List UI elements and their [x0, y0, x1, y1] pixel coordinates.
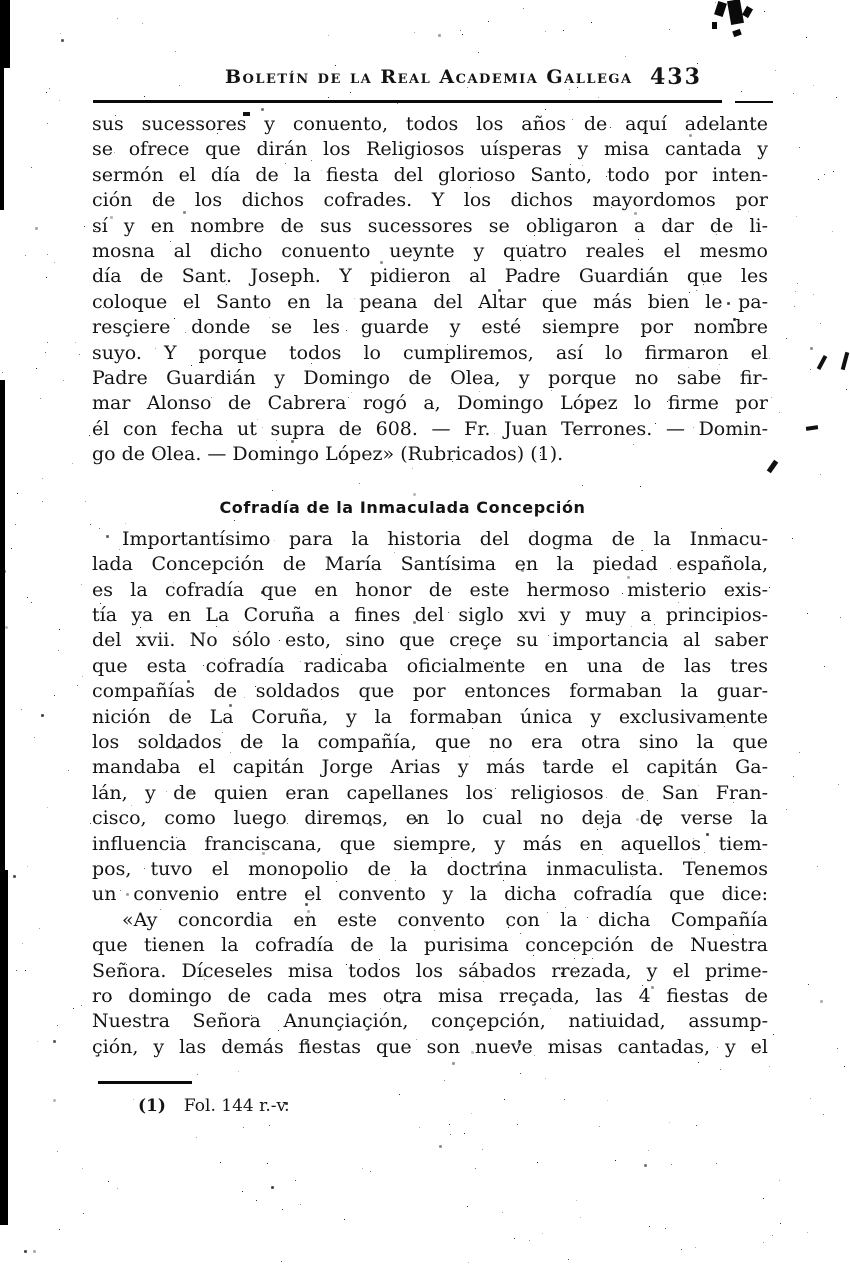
footnote-rule — [98, 1081, 192, 1084]
text-line: ro domingo de cada mes otra misa rreçada, las 4 fiestas de — [92, 985, 768, 1007]
margin-smudge — [841, 352, 850, 370]
header-rule — [93, 100, 722, 103]
text-line: nición de La Coruña, y la formaban única y exclusivamente — [92, 705, 768, 728]
ink-blot — [742, 6, 753, 18]
ink-blot — [712, 22, 717, 29]
left-edge-artifact — [0, 870, 8, 1225]
text-line: cisco, como luego diremos, en lo cual no deja de verse la — [92, 807, 768, 830]
text-line: se ofrece que dirán los Religiosos uísperas y misa cantada y — [92, 138, 768, 161]
footnote — [138, 1096, 290, 1116]
text-line: ción de los dichos cofrades. Y los dichos mayordomos por — [92, 189, 768, 212]
text-line: suyo. Y porque todos lo cumpliremos, así lo firmaron el — [92, 341, 768, 364]
text-line: çión, y las demás fiestas que son nueve misas cantadas, y el — [92, 1035, 768, 1058]
text-line: es la cofradía que en honor de este hermoso misterio exis- — [92, 578, 768, 601]
footnote-marker: (1) — [138, 1096, 166, 1116]
text-line: Señora. Díceseles misa todos los sábados rrezada, y el prime- — [92, 959, 768, 982]
text-line: lada Concepción de María Santísima en la piedad española, — [92, 553, 768, 576]
paragraph-2 — [92, 527, 768, 908]
text-line: coloque el Santo en la peana del Altar que más bien le pa- — [92, 290, 768, 313]
left-edge-artifact — [0, 380, 5, 870]
text-line: él con fecha ut supra de 608. — Fr. Juan Terrones. — Domin- — [92, 417, 768, 440]
text-line: go de Olea. — Domingo López» (Rubricados) (1). — [92, 443, 564, 466]
text-line: Padre Guardián y Domingo de Olea, y porque no sabe fir- — [92, 367, 768, 390]
section-heading: Cofradía de la Inmaculada Concepción — [219, 497, 586, 517]
text-line: Importantísimo para la historia del dogma de la Inmacu- — [122, 527, 768, 550]
footnote-text: Fol. 144 r.-v. — [183, 1096, 290, 1116]
text-line: día de Sant. Joseph. Y pidieron al Padre Guardián que les — [92, 265, 768, 288]
text-line: Nuestra Señora Anunçiaçión, conçepción, natiuidad, assump- — [92, 1010, 768, 1033]
text-line: los soldados de la compañía, que no era otra sino la que — [92, 730, 768, 753]
text-line: resçiere donde se les guarde y esté siempre por nombre — [92, 316, 768, 339]
text-line: sí y en nombre de sus sucessores se obligaron a dar de li- — [92, 214, 768, 237]
journal-title: Boletín de la Real Academia Gallega — [225, 66, 633, 88]
ink-blot — [727, 0, 744, 25]
text-line: que esta cofradía radicaba oficialmente en una de las tres — [92, 654, 768, 677]
margin-smudge — [767, 460, 779, 474]
text-line: mar Alonso de Cabrera rogó a, Domingo López lo firme por — [92, 392, 768, 415]
text-line: sermón el día de la fiesta del glorioso Santo, todo por inten- — [92, 163, 768, 186]
text-line: influencia franciscana, que siempre, y más en aquellos tiem- — [92, 832, 768, 855]
paragraph-3 — [92, 908, 768, 1060]
text-line: mandaba el capitán Jorge Arias y más tarde el capitán Ga- — [92, 756, 768, 779]
text-line: del xvii. No sólo esto, sino que creçe su importancia al saber — [92, 629, 768, 652]
paragraph-1 — [92, 112, 768, 468]
ink-blot — [714, 1, 727, 17]
margin-smudge — [806, 425, 818, 431]
header-rule-dash — [735, 101, 773, 103]
left-edge-artifact — [0, 0, 10, 68]
margin-smudge — [817, 355, 828, 370]
text-column — [92, 112, 768, 1060]
text-line: pos, tuvo el monopolio de la doctrina inmaculista. Tenemos — [92, 857, 768, 880]
left-edge-artifact — [0, 68, 4, 210]
text-line: sus sucessores y conuento, todos los años de aquí adelante — [92, 113, 768, 135]
text-line: compañías de soldados que por entonces formaban la guar- — [92, 680, 768, 703]
text-line: «Ay concordia en este convento con la dicha Compañía — [122, 908, 768, 931]
page-number: 433 — [650, 64, 702, 90]
text-line: que tienen la cofradía de la purisima concepción de Nuestra — [92, 934, 768, 957]
text-line: mosna al dicho conuento ueynte y quatro reales el mesmo — [92, 240, 768, 263]
text-line: tía ya en La Coruña a fines del siglo xvi y muy a principios- — [92, 603, 768, 626]
text-line: lán, y de quien eran capellanes los religiosos de San Fran- — [92, 781, 768, 804]
ink-blot — [732, 29, 742, 37]
text-line: un convenio entre el convento y la dicha cofradía que dice: — [92, 883, 768, 906]
